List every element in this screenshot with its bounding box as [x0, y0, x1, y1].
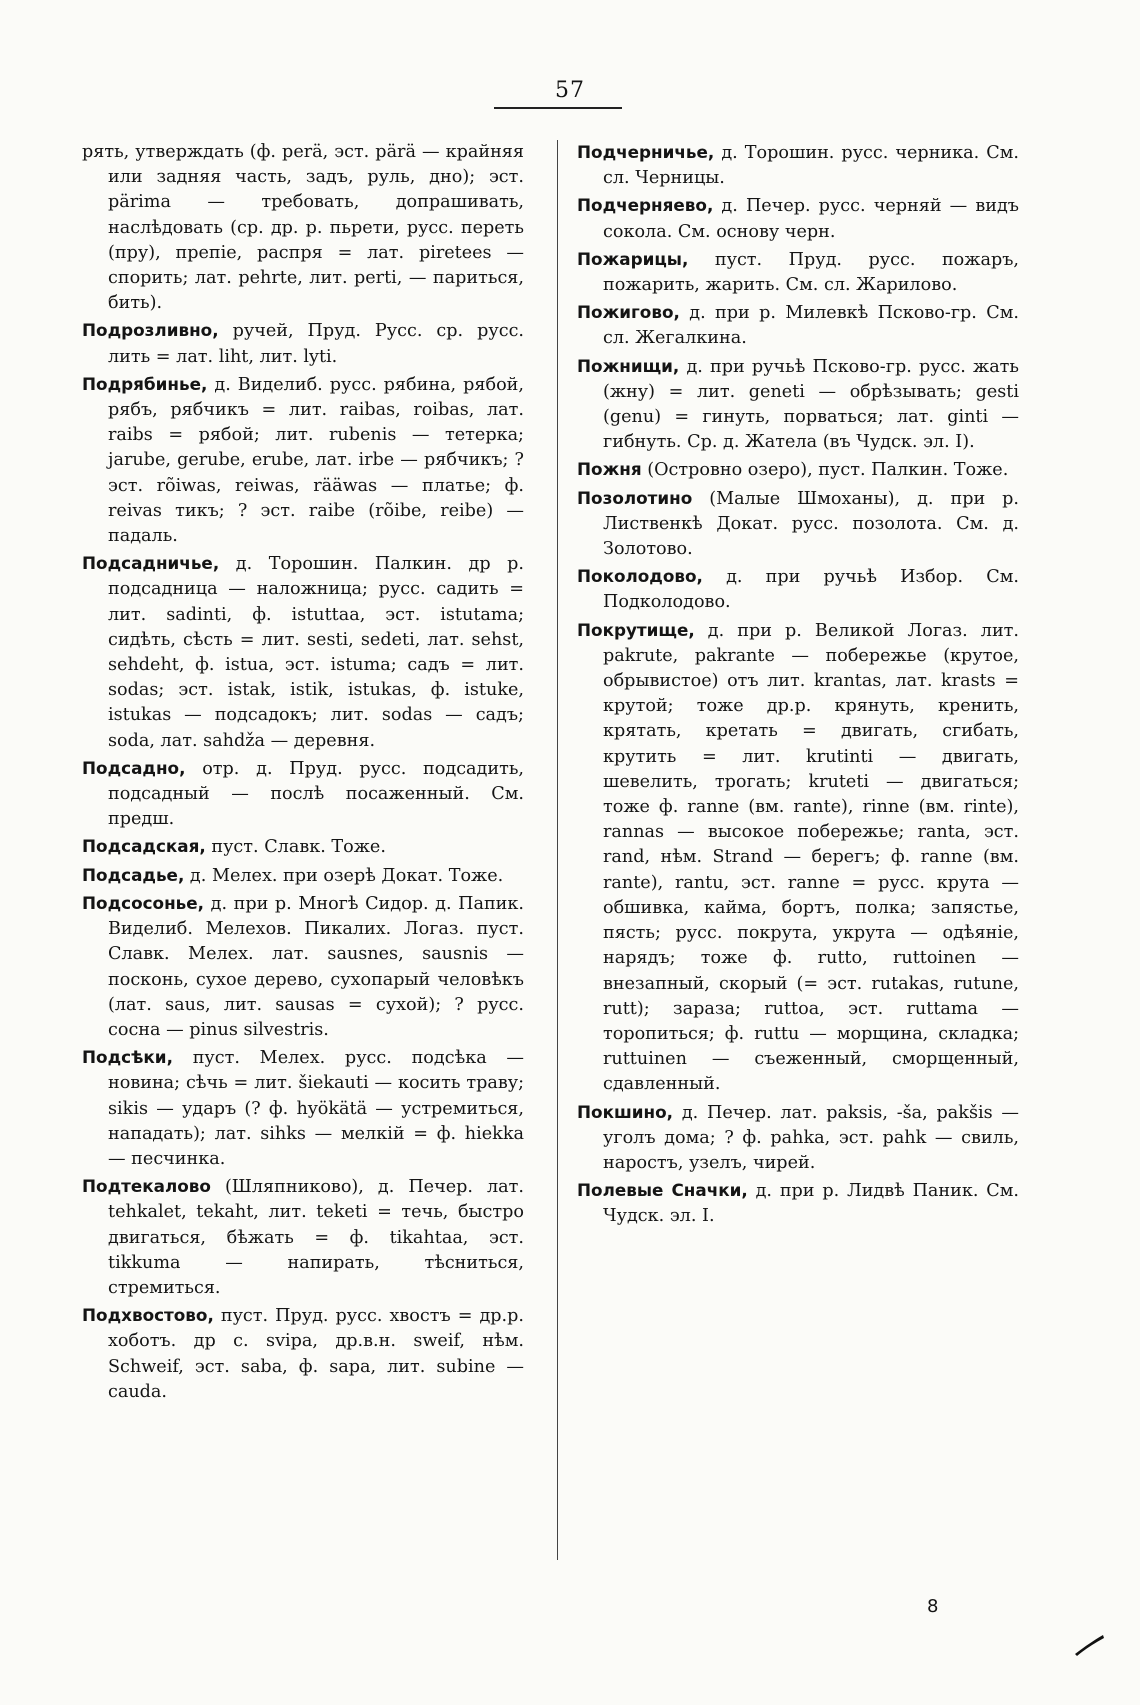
- entry-headword: Пожня: [577, 459, 642, 480]
- page-number-rule: [494, 107, 622, 109]
- right-column: [577, 140, 1019, 1232]
- dictionary-entry: [577, 486, 1019, 563]
- ink-mark-icon: [1073, 1632, 1107, 1658]
- entry-headword: Покшино,: [577, 1101, 674, 1122]
- dictionary-entry: [82, 372, 524, 549]
- dictionary-entry: [82, 756, 524, 833]
- entry-text: д. Мелех. при озерѣ Докат. Тоже.: [189, 865, 504, 886]
- entry-text: д. Печер. лат. paksis, -ša, pakšis — уголъ дома; ? ф. pahka, эст. pahk — свиль, наростъ, узелъ, чирей.: [603, 1102, 1020, 1173]
- entry-headword: Покрутище,: [577, 619, 695, 640]
- dictionary-entry: [82, 1174, 524, 1301]
- entry-headword: Подсѣки,: [82, 1047, 173, 1068]
- signature-mark: 8: [927, 1596, 939, 1617]
- entry-headword: Пожигово,: [577, 302, 680, 323]
- dictionary-entry: [577, 564, 1019, 615]
- entry-text: пуст. Славк. Тоже.: [211, 837, 386, 858]
- entry-headword: Подрябинье,: [82, 373, 208, 394]
- dictionary-entry: [577, 193, 1019, 244]
- entry-text: д. при р. Многѣ Сидор. д. Папик. Виделиб. Мелехов. Пикалих. Логаз. пуст. Славк. Мелех. лат. sausnes, sausnis — посконь, сухое дерево, сухопарый человѣкъ (лат. saus, лит. sausas = сухой); ? русс. сосна — pinus silvestris.: [108, 893, 524, 1040]
- entry-headword: Подрозливно,: [82, 320, 219, 341]
- entry-text: пуст. Пруд. русс. хвостъ = др.р. хоботъ. др с. svipa, др.в.н. sweif, нѣм. Schweif, эст. saba, ф. sapa, лит. subine — cauda.: [108, 1306, 524, 1402]
- entry-headword: Подчерничье,: [577, 142, 715, 162]
- entry-headword: Подтекалово: [82, 1176, 211, 1197]
- dictionary-entry: [82, 891, 524, 1043]
- entry-text: д. при ручьѣ Псково-гр. русс. жать (жну) = лит. geneti — обрѣзывать; gesti (genu) = гинуть, порваться; лат. ginti — гибнуть. Ср. д. Жатела (въ Чудск. эл. I).: [603, 356, 1019, 453]
- entry-text: д. при ручьѣ Избор. См. Подколодово.: [603, 567, 1019, 613]
- entry-headword: Позолотино: [577, 487, 693, 508]
- entry-text: д. при р. Лидвѣ Паник. См. Чудск. эл. I.: [603, 1181, 1019, 1227]
- entry-headword: Подхвостово,: [82, 1305, 214, 1326]
- entry-headword: Подсадская,: [82, 836, 206, 857]
- dictionary-entry: [577, 247, 1019, 298]
- entry-text: д. Виделиб. русс. рябина, рябой, рябъ, рябчикъ = лит. raibas, roibas, лат. raibs = рябой; лит. rubenis — тетерка; jarube, gerube, erube, лат. irbe — рябчикъ; ? эст. rõiwas, reiwas, rääwas — платье; ф. reivas тикъ; ? эст. raibe (rõibe, reibe) — падаль.: [108, 374, 524, 547]
- entry-text: пуст. Мелех. русс. подсѣка — новина; сѣчь = лит. šiekauti — косить траву; sikis — ударъ (? ф. hyökätä — устремиться, нападать); лат. sihks — мелкій = ф. hiekka — песчинка.: [108, 1048, 525, 1169]
- entry-text: отр. д. Пруд. русс. подсадить, подсадный — послѣ посаженный. См. предш.: [108, 758, 525, 830]
- dictionary-entry: [577, 354, 1019, 456]
- entry-headword: Подсадье,: [82, 864, 185, 885]
- entry-text: д. Печер. русс. черняй — видъ сокола. См. основу черн.: [603, 196, 1019, 242]
- entry-headword: Подсадничье,: [82, 553, 220, 574]
- entry-headword: Подсадно,: [82, 757, 186, 778]
- entry-headword: Пожарицы,: [577, 248, 689, 269]
- entry-text: д. Торошин. Палкин. др р. подсадница — наложница; русс. садить = лит. sadinti, ф. istuttaa, эст. istutama; сидѣть, сѣсть = лит. sesti, sedeti, лат. sehst, sehdeht, ф. istua, эст. istuma; садъ = лит. sodas; эст. istak, istik, istukas, ф. istuke, istukas — подсадокъ; лит. sodas — садъ; soda, лат. sahdža — деревня.: [108, 554, 524, 751]
- entry-headword: Подчерняево,: [577, 195, 714, 216]
- entry-text: ручей, Пруд. Русс. ср. русс. лить = лат. liht, лит. lyti.: [108, 321, 525, 367]
- dictionary-entry: [82, 1303, 524, 1405]
- dictionary-entry: [82, 863, 524, 889]
- dictionary-entry: [577, 140, 1019, 191]
- dictionary-entry: [82, 551, 524, 754]
- page-number: 57: [555, 78, 585, 103]
- entry-headword: Полевые Сначки,: [577, 1180, 748, 1201]
- left-column: [82, 140, 524, 1407]
- entry-text: д. при р. Великой Логаз. лит. pakrute, pakrante — побережье (крутое, обрывистое) отъ лит. krantas, лат. krasts = крутой; тоже др.р. крянуть, кренить, крятать, кретать = двигать, сгибать, крутить = лит. krutinti — двигать, шевелить, трогать; kruteti — двигаться; тоже ф. ranne (вм. rante), rinne (вм. rinte), rannas — высокое побережье; ranta, эст. rand, нѣм. Strand — берегъ; ф. ranne (вм. rante), rantu, эст. ranne = русс. крута — обшивка, кайма, бортъ, полка; запястье, пясть; русс. покрута, укрута — одѣяніе, нарядъ; тоже ф. rutto, ruttoinen — внезапный, скорый (= эст. rutakas, rutune, rutt); зараза; ruttoa, эст. ruttama — торопиться; ф. ruttu — морщина, складка; ruttuinen — съеженный, сморщенный, сдавленный.: [603, 620, 1020, 1095]
- dictionary-entry: [577, 300, 1019, 351]
- entry-text: пуст. Пруд. русс. пожаръ, пожарить, жарить. См. сл. Жарилово.: [603, 249, 1020, 296]
- dictionary-entry: [577, 457, 1019, 483]
- dictionary-entry: [577, 618, 1019, 1098]
- dictionary-entry: [82, 318, 524, 369]
- dictionary-entry: [577, 1178, 1019, 1229]
- column-divider: [557, 140, 558, 1560]
- dictionary-entry: [82, 834, 524, 860]
- entry-text: (Шляпниково), д. Печер. лат. tehkalet, tekaht, лит. teketi = течь, быстро двигаться, бѣжать = ф. tikahtaa, эст. tikkuma — напирать, тѣсниться, стремиться.: [108, 1177, 524, 1298]
- entry-text: (Островно озеро), пуст. Палкин. Тоже.: [647, 460, 1009, 481]
- entry-text: д. Торошин. русс. черника. См. сл. Черницы.: [603, 143, 1020, 189]
- entry-text: (Малые Шмоханы), д. при р. Лиственкѣ Докат. русс. позолота. См. д. Золотово.: [603, 488, 1020, 560]
- entry-headword: Подсосонье,: [82, 892, 205, 913]
- dictionary-entry: [82, 1045, 524, 1172]
- entry-headword: Пожнищи,: [577, 355, 680, 376]
- continued-entry-text: рять, утверждать (ф. perä, эст. pärä — крайняя или задняя часть, задъ, руль, дно); эст. pärima — требовать, допрашивать, наслѣдовать (ср. др. р. пьрети, русс. переть (пру), препіе, распря = лат. piretees — спорить; лат. pehrte, лит. perti, — париться, бить).: [82, 142, 524, 314]
- entry-text: д. при р. Милевкѣ Псково-гр. См. сл. Жегалкина.: [603, 303, 1020, 349]
- entry-headword: Покoлодово,: [577, 566, 703, 587]
- dictionary-entry: [577, 1100, 1019, 1177]
